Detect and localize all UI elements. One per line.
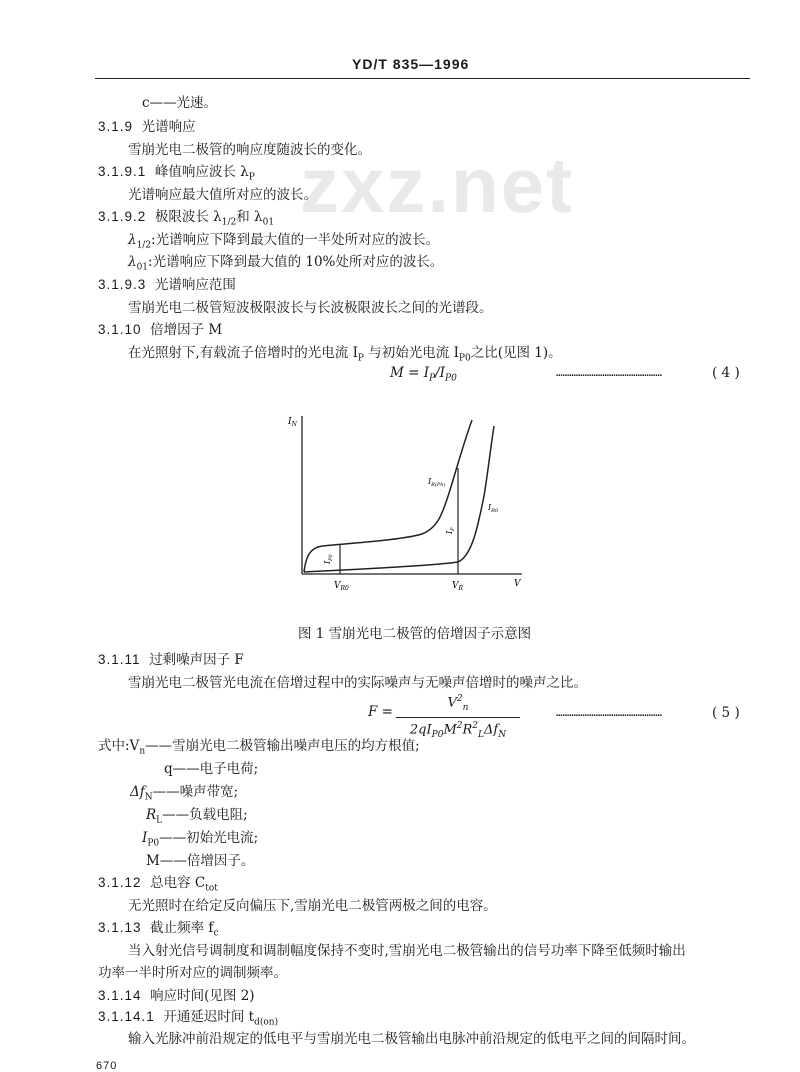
page-number: 670 <box>96 1060 118 1072</box>
eq-part: M = I <box>390 365 430 381</box>
figure-1-caption: 图 1 雪崩光电二极管的倍增因子示意图 <box>298 626 532 642</box>
subscript: 1/2 <box>221 217 237 228</box>
section-title: 倍增因子 M <box>150 322 223 338</box>
text-3-1-9-1-def: 光谱响应最大值所对应的波长。 <box>128 187 317 203</box>
where-rl <box>146 806 248 830</box>
subscript: N <box>498 729 507 740</box>
subscript: P0 <box>458 353 471 364</box>
section-title: 响应时间(见图 2) <box>150 988 255 1004</box>
where-df <box>130 783 238 807</box>
heading-3-1-14-1 <box>98 1008 278 1032</box>
subscript: P <box>357 353 364 364</box>
section-title-b: 和 λ <box>236 209 263 225</box>
subscript: P <box>248 172 255 183</box>
label-ir: $I_{R0}$ <box>488 503 499 514</box>
equation-5-leader: ………………………………………… <box>556 706 662 719</box>
line-text: :光谱响应下降到最大值的 10%处所对应的波长。 <box>148 254 444 270</box>
heading-3-1-13 <box>98 919 218 943</box>
superscript: 2 <box>472 720 479 731</box>
subscript: d(on) <box>254 1017 279 1028</box>
label-ip0: $I_{P0}$ <box>323 554 334 564</box>
section-title: 峰值响应波长 λ <box>154 164 249 180</box>
equation-5-number: ( 5 ) <box>712 705 740 721</box>
section-number: 3.1.13 <box>98 920 142 935</box>
subscript: P <box>429 373 436 384</box>
subscript: P0 <box>431 729 444 740</box>
header-standard-number: YD/T 835—1996 <box>352 56 470 72</box>
section-number: 3.1.10 <box>98 322 142 337</box>
heading-3-1-10 <box>98 321 222 339</box>
text-3-1-11-def: 雪崩光电二极管光电流在倍增过程中的实际噪声与无噪声倍增时的噪声之比。 <box>128 675 587 691</box>
section-title: 光谱响应范围 <box>154 277 236 293</box>
text-3-1-12-def: 无光照时在给定反向偏压下,雪崩光电二极管两极之间的电容。 <box>128 898 497 914</box>
eq-part: 2qI <box>409 722 432 738</box>
subscript: 1/2 <box>136 240 152 251</box>
heading-3-1-9-2 <box>98 208 274 232</box>
subscript: P0 <box>147 838 160 849</box>
heading-3-1-9-3 <box>98 276 236 294</box>
x-axis-label: V <box>514 579 521 589</box>
eq-part: Δf <box>484 722 499 738</box>
text-3-1-9-2-line2 <box>128 253 443 277</box>
section-title: 过剩噪声因子 F <box>149 652 244 668</box>
text-3-1-9-2-line1 <box>128 231 439 255</box>
text-3-1-9-def: 雪崩光电二极管的响应度随波长的变化。 <box>128 142 371 158</box>
where-part: ——雪崩光电二极管输出噪声电压的均方根值; <box>145 738 420 754</box>
section-title: 总电容 C <box>150 875 206 891</box>
section-title: 开通延迟时间 t <box>163 1009 255 1025</box>
symbol: λ <box>128 232 137 248</box>
eq-part: R <box>462 722 473 738</box>
equation-4-number: ( 4 ) <box>712 365 740 381</box>
where-m: M——倍增因子。 <box>146 853 255 869</box>
curve-photocurrent <box>304 420 472 572</box>
section-number: 3.1.9.2 <box>98 209 147 224</box>
where-lead <box>98 737 420 761</box>
equation-4-leader: ………………………………………… <box>556 366 662 379</box>
label-vr0: $V_{R0}$ <box>334 581 349 592</box>
heading-3-1-9 <box>98 118 196 136</box>
def-part: 在光照射下,有载流子倍增时的光电流 I <box>128 345 358 361</box>
subscript: n <box>139 746 146 757</box>
symbol: Δf <box>130 784 145 800</box>
where-q: q——电子电荷; <box>164 761 259 777</box>
section-number: 3.1.9.3 <box>98 277 147 292</box>
watermark: zxz.net <box>300 141 575 229</box>
subscript: tot <box>205 883 218 894</box>
section-title: 光谱响应 <box>141 119 196 135</box>
equation-5-numerator <box>396 692 520 716</box>
text-3-1-9-3-def: 雪崩光电二极管短波极限波长与长波极限波长之间的光谱段。 <box>128 300 493 316</box>
subscript: 01 <box>136 262 149 273</box>
section-number: 3.1.14.1 <box>98 1009 155 1024</box>
equation-4 <box>390 364 457 388</box>
subscript: 01 <box>262 217 275 228</box>
section-number: 3.1.9.1 <box>98 164 147 179</box>
symbol: λ <box>128 254 137 270</box>
where-part: ——初始光电流; <box>159 830 259 846</box>
where-ip0 <box>142 829 258 853</box>
heading-3-1-14 <box>98 987 255 1005</box>
superscript: 2 <box>456 720 463 731</box>
equation-5-fraction <box>396 692 520 743</box>
heading-3-1-9-1 <box>98 163 255 187</box>
text-c-speed: c——光速。 <box>142 95 218 111</box>
label-iph: $I_{R(Ph)}$ <box>428 477 446 488</box>
def-part: 之比(见图 1)。 <box>470 345 562 361</box>
heading-3-1-12 <box>98 874 218 898</box>
subscript: c <box>213 928 219 939</box>
eq-part: M <box>443 722 457 738</box>
text-3-1-13-def-1: 当入射光信号调制度和调制幅度保持不变时,雪崩光电二极管输出的信号功率下降至低频时输出 <box>128 943 686 959</box>
section-number: 3.1.9 <box>98 119 134 134</box>
where-part: 式中:V <box>98 738 140 754</box>
header-rule <box>95 78 750 79</box>
figure-1 <box>282 406 542 606</box>
label-ip: $I_P$ <box>445 527 456 534</box>
subscript: n <box>462 702 469 713</box>
fraction-bar <box>396 717 520 718</box>
subscript: P0 <box>445 373 457 384</box>
section-number: 3.1.12 <box>98 875 142 890</box>
subscript: L <box>478 729 484 740</box>
y-axis-label: $I_N$ <box>288 417 297 428</box>
section-title: 极限波长 λ <box>154 209 222 225</box>
eq-part: /I <box>435 365 446 381</box>
curve-dark-current <box>304 426 494 572</box>
section-number: 3.1.14 <box>98 988 142 1003</box>
eq-part: V <box>447 695 457 711</box>
where-part: ——噪声带宽; <box>152 784 239 800</box>
text-3-1-14-1-def: 输入光脉冲前沿规定的低电平与雪崩光电二极管输出电脉冲前沿规定的低电平之间的间隔时间。 <box>128 1031 695 1047</box>
subscript: L <box>156 815 163 826</box>
section-title: 截止频率 f <box>150 920 214 936</box>
superscript: 2 <box>456 694 463 704</box>
section-number: 3.1.11 <box>98 652 141 667</box>
text-3-1-13-def-2: 功率一半时所对应的调制频率。 <box>98 965 287 981</box>
where-part: ——负载电阻; <box>162 807 248 823</box>
line-text: :光谱响应下降到最大值的一半处所对应的波长。 <box>151 232 440 248</box>
subscript: N <box>144 792 153 803</box>
symbol: I <box>142 830 148 846</box>
symbol: R <box>146 807 157 823</box>
equation-5-lhs: F = <box>368 704 393 720</box>
heading-3-1-11 <box>98 651 244 669</box>
def-part: 与初始光电流 I <box>363 345 459 361</box>
label-vr: $V_R$ <box>452 581 464 592</box>
text-3-1-10-def <box>128 344 562 368</box>
